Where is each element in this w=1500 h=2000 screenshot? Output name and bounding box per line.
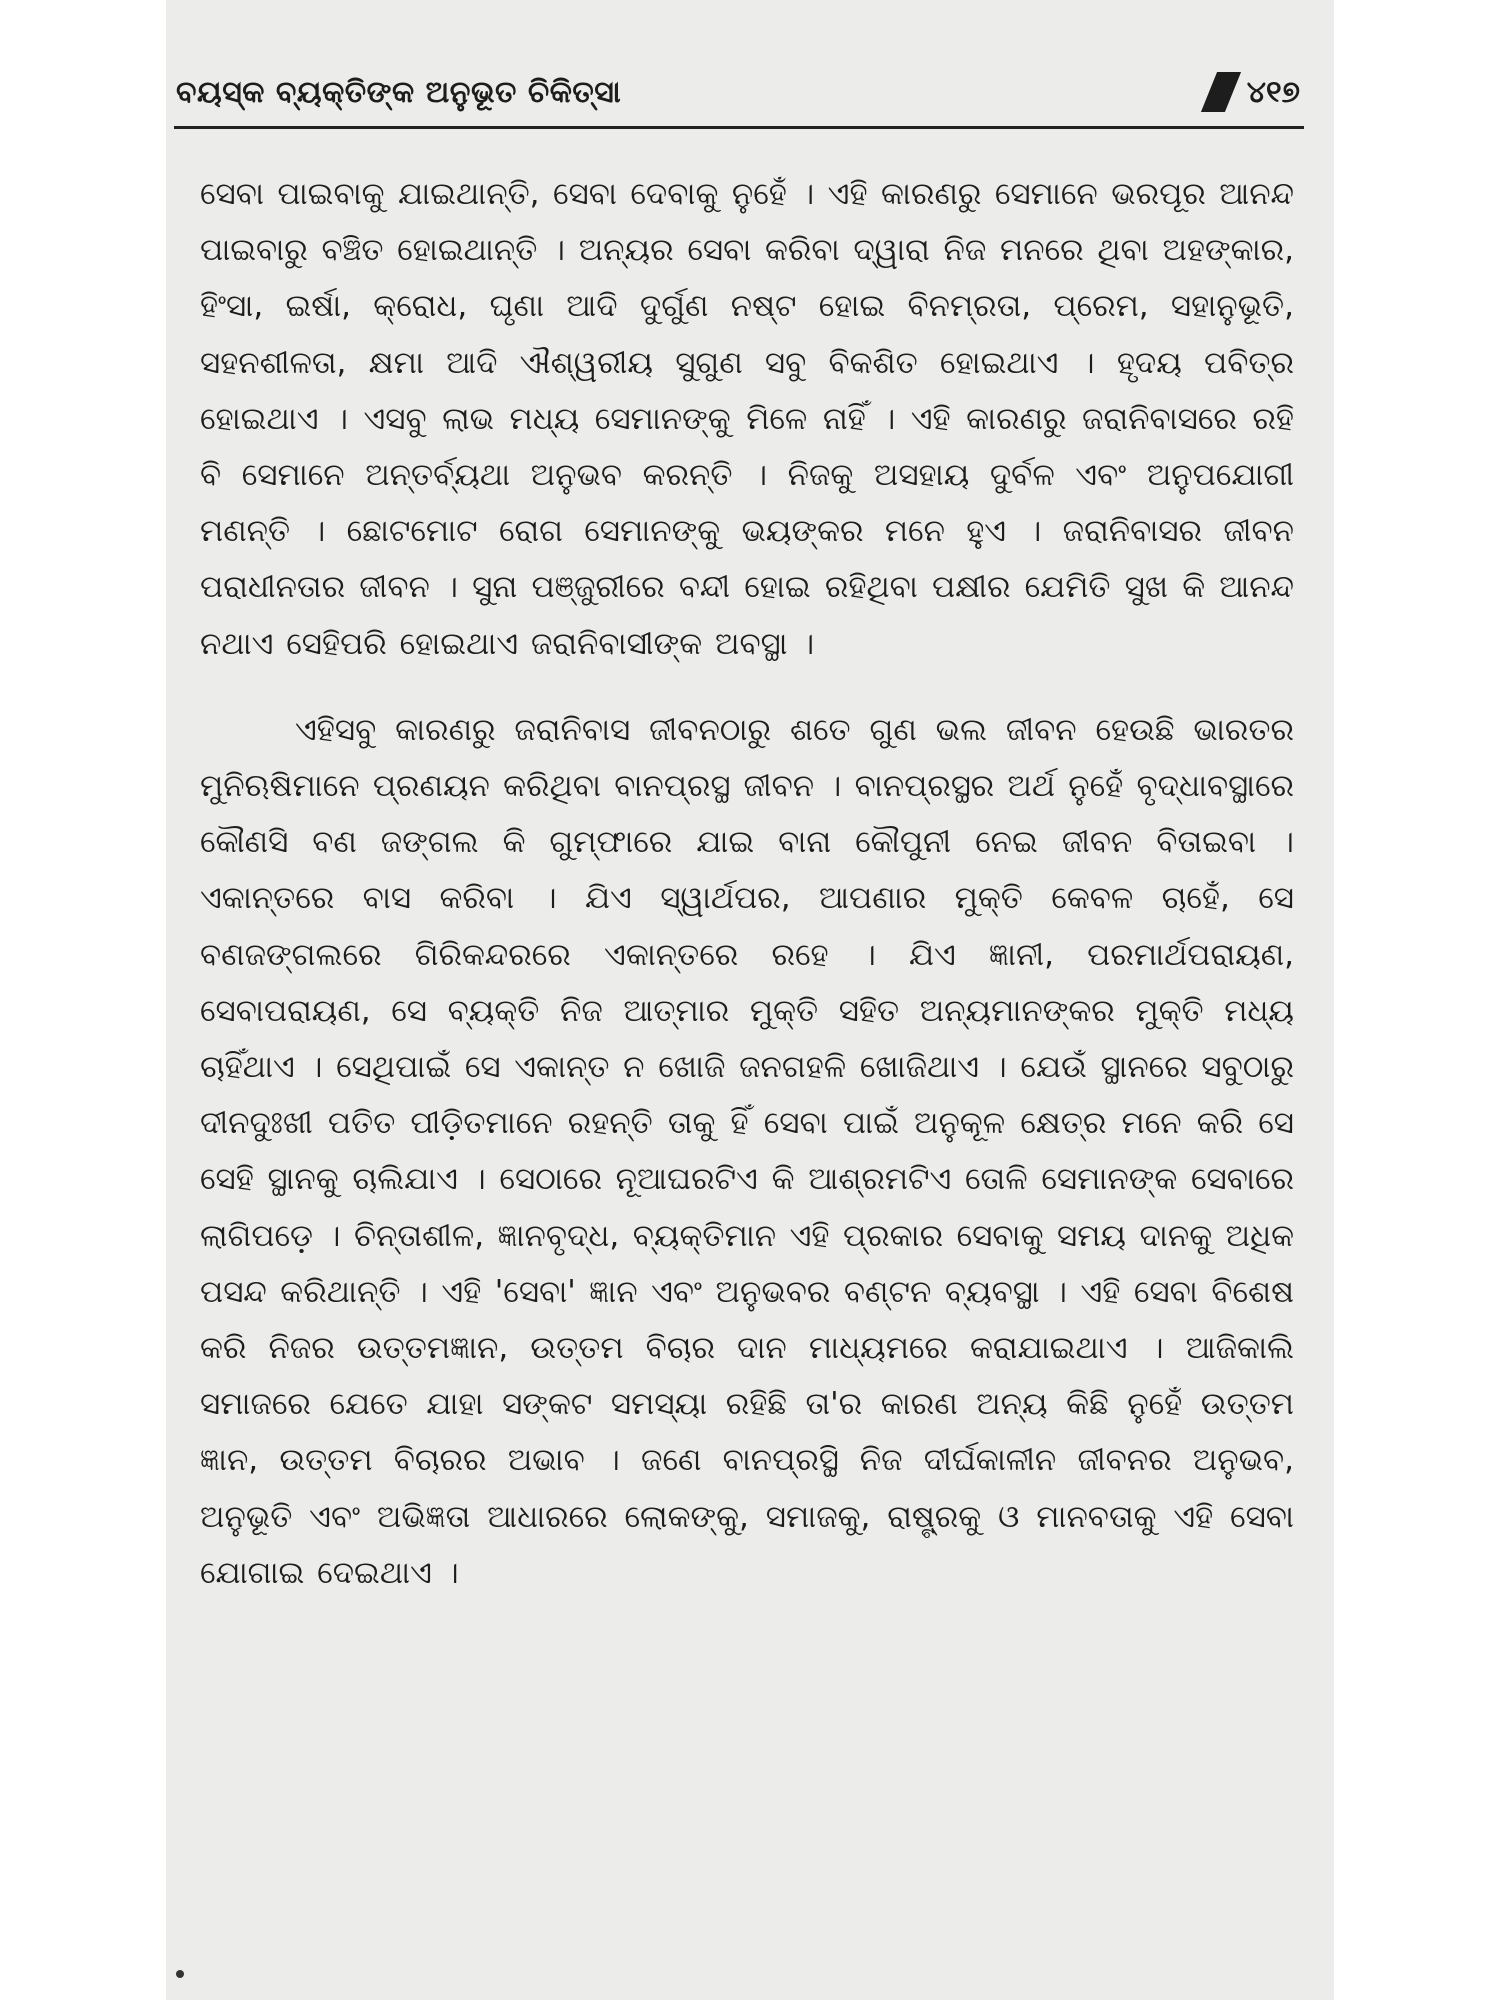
paragraph-2: ଏହିସବୁ କାରଣରୁ ଜରାନିବାସ ଜୀବନଠାରୁ ଶତେ ଗୁଣ ଭଲ ଜୀବନ ହେଉଛି ଭାରତର ମୁନିଋଷିମାନେ ପ୍ରଣୟନ କରିଥିବା ବାନପ୍ରସ୍ଥ ଜୀବନ । ବାନପ୍ରସ୍ଥର ଅର୍ଥ ନୁହେଁ ବୃଦ୍ଧାବସ୍ଥାରେ କୌଣସି ବଣ ଜଙ୍ଗଲ କି ଗୁମ୍ଫାରେ ଯାଇ ବାନା କୌପୁନୀ ନେଇ ଜୀବନ ବିତାଇବା । ଏକାନ୍ତରେ ବାସ କରିବା । ଯିଏ ସ୍ୱାର୍ଥପର, ଆପଣାର ମୁକ୍ତି କେବଳ ଚାହେଁ, ସେ ବଣଜଙ୍ଗଲରେ ଗିରିକନ୍ଦରରେ ଏକାନ୍ତରେ ରହେ । ଯିଏ ଜ୍ଞାନୀ, ପରମାର୍ଥପରାୟଣ, ସେବାପରାୟଣ, ସେ ବ୍ୟକ୍ତି ନିଜ ଆତ୍ମାର ମୁକ୍ତି ସହିତ ଅନ୍ୟମାନଙ୍କର ମୁକ୍ତି ମଧ୍ୟ ଚାହିଁଥାଏ । ସେଥିପାଇଁ ସେ ଏକାନ୍ତ ନ ଖୋଜି ଜନଗହଳି ଖୋଜିଥାଏ । ଯେଉଁ ସ୍ଥାନରେ ସବୁଠାରୁ ଦୀନଦୁଃଖୀ ପତିତ ପୀଡ଼ିତମାନେ ରହନ୍ତି ତାକୁ ହିଁ ସେବା ପାଇଁ ଅନୁକୂଳ କ୍ଷେତ୍ର ମନେ କରି ସେ ସେହି ସ୍ଥାନକୁ ଚାଲିଯାଏ । ସେଠାରେ ନୂଆଘରଟିଏ କି ଆଶ୍ରମଟିଏ ତୋଳି ସେମାନଙ୍କ ସେବାରେ ଲାଗିପଡ଼େ । ଚିନ୍ତାଶୀଳ, ଜ୍ଞାନବୃଦ୍ଧ, ବ୍ୟକ୍ତିମାନ ଏହି ପ୍ରକାର ସେବାକୁ ସମୟ ଦାନକୁ ଅଧିକ ପସନ୍ଦ କରିଥାନ୍ତି । ଏହି 'ସେବା' ଜ୍ଞାନ ଏବଂ ଅନୁଭବର ବଣ୍ଟନ ବ୍ୟବସ୍ଥା । ଏହି ସେବା ବିଶେଷ କରି ନିଜର ଉତ୍ତମଜ୍ଞାନ, ଉତ୍ତମ ବିଚାର ଦାନ ମାଧ୍ୟମରେ କରାଯାଇଥାଏ । ଆଜିକାଲି ସମାଜରେ ଯେତେ ଯାହା ସଙ୍କଟ ସମସ୍ୟା ରହିଛି ତା'ର କାରଣ ଅନ୍ୟ କିଛି ନୁହେଁ ଉତ୍ତମ ଜ୍ଞାନ, ଉତ୍ତମ ବିଚାରର ଅଭାବ । ଜଣେ ବାନପ୍ରସ୍ଥି ନିଜ ଦୀର୍ଘକାଳୀନ ଜୀବନର ଅନୁଭବ, ଅନୁଭୂତି ଏବଂ ଅଭିଜ୍ଞତା ଆଧାରରେ ଲୋକଙ୍କୁ, ସମାଜକୁ, ରାଷ୍ଟ୍ରକୁ ଓ ମାନବତାକୁ ଏହି ସେବା ଯୋଗାଇ ଦେଇଥାଏ । [200, 711, 1294, 1591]
running-title: ବୟସ୍କ ବ୍ୟକ୍ତିଙ୍କ ଅନୁଭୂତ ଚିକିତ୍ସା [176, 74, 622, 110]
page-mark-icon [1201, 72, 1241, 112]
page-number: ୪୧୭ [1246, 74, 1300, 110]
body-text [200, 166, 1294, 1601]
header-rule [174, 126, 1304, 129]
book-page [166, 0, 1334, 2000]
page-number-group [1209, 72, 1300, 112]
page-header [176, 62, 1300, 122]
paragraph-1: ସେବା ପାଇବାକୁ ଯାଇଥାନ୍ତି, ସେବା ଦେବାକୁ ନୁହେଁ । ଏହି କାରଣରୁ ସେମାନେ ଭରପୂର ଆନନ୍ଦ ପାଇବାରୁ ବଞ୍ଚିତ ହୋଇଥାନ୍ତି । ଅନ୍ୟର ସେବା କରିବା ଦ୍ୱାରା ନିଜ ମନରେ ଥିବା ଅହଙ୍କାର, ହିଂସା, ଇର୍ଷା, କ୍ରୋଧ, ଘୃଣା ଆଦି ଦୁର୍ଗୁଣ ନଷ୍ଟ ହୋଇ ବିନମ୍ରତା, ପ୍ରେମ, ସହାନୁଭୂତି, ସହନଶୀଳତା, କ୍ଷମା ଆଦି ଐଶ୍ୱରୀୟ ସୁଗୁଣ ସବୁ ବିକଶିତ ହୋଇଥାଏ । ହୃଦୟ ପବିତ୍ର ହୋଇଥାଏ । ଏସବୁ ଲାଭ ମଧ୍ୟ ସେମାନଙ୍କୁ ମିଳେ ନାହିଁ । ଏହି କାରଣରୁ ଜରାନିବାସରେ ରହି ବି ସେମାନେ ଅନ୍ତର୍ବ୍ୟଥା ଅନୁଭବ କରନ୍ତି । ନିଜକୁ ଅସହାୟ ଦୁର୍ବଳ ଏବଂ ଅନୁପଯୋଗୀ ମଣନ୍ତି । ଛୋଟମୋଟ ରୋଗ ସେମାନଙ୍କୁ ଭୟଙ୍କର ମନେ ହୁଏ । ଜରାନିବାସର ଜୀବନ ପରାଧୀନତାର ଜୀବନ । ସୁନା ପଞ୍ଜୁରୀରେ ବନ୍ଦୀ ହୋଇ ରହିଥିବା ପକ୍ଷୀର ଯେମିତି ସୁଖ କି ଆନନ୍ଦ ନଥାଏ ସେହିପରି ହୋଇଥାଏ ଜରାନିବାସୀଙ୍କ ଅବସ୍ଥା । [200, 176, 1294, 662]
corner-dot [176, 1970, 184, 1978]
